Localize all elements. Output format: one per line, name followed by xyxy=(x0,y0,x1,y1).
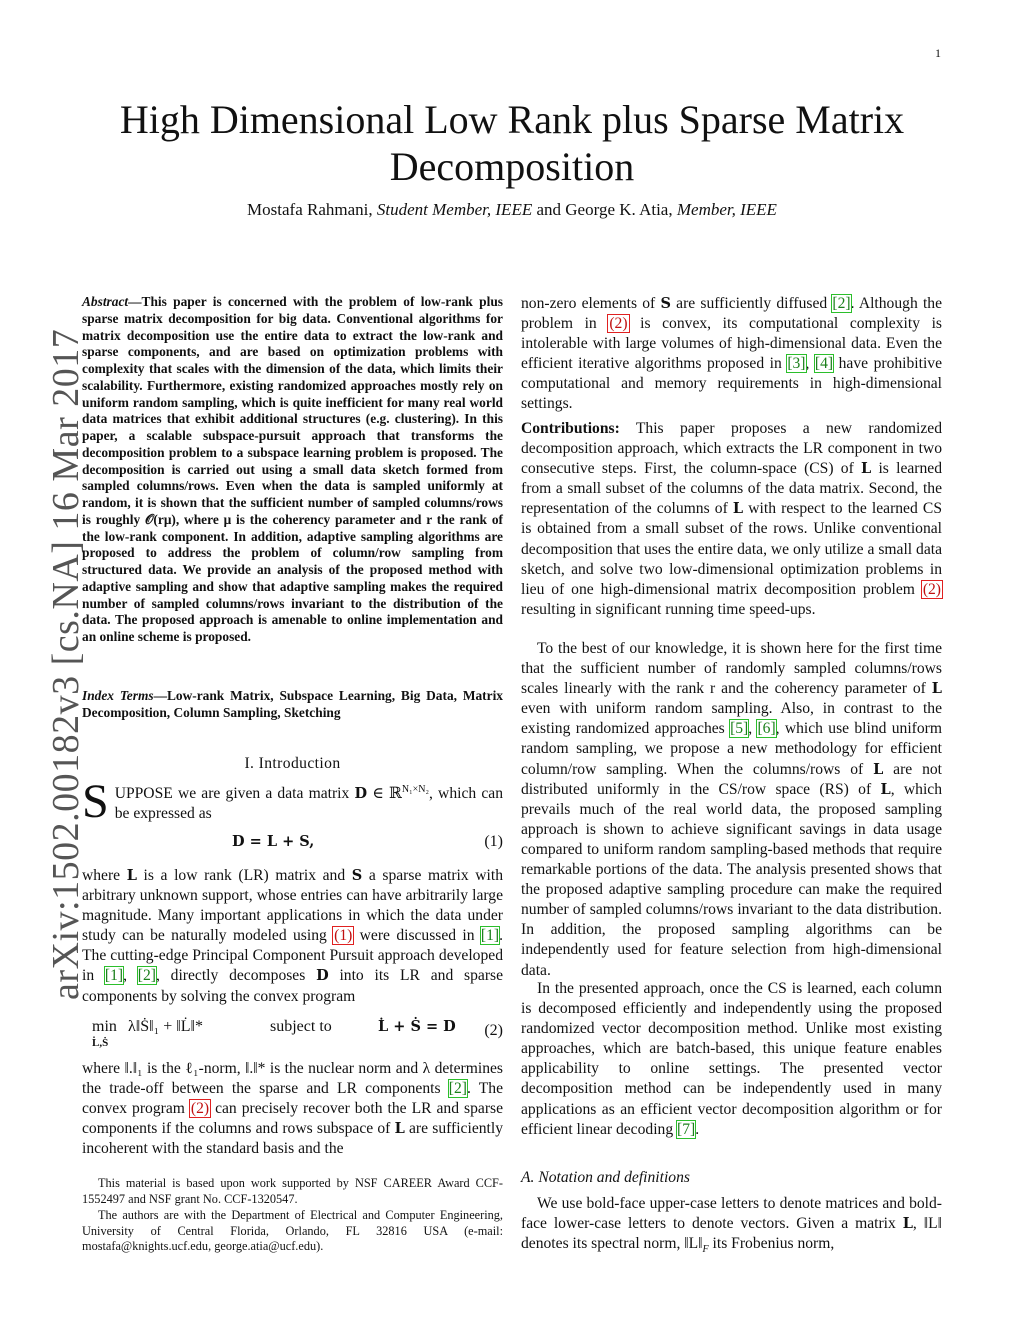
citation-5[interactable]: [5] xyxy=(730,720,749,738)
author-2: George K. Atia, xyxy=(565,200,673,219)
math-symbol: L xyxy=(902,1215,913,1233)
arxiv-identifier: arXiv:1502.00182v3 [cs.NA] 16 Mar 2017 xyxy=(45,328,87,1000)
right-paragraph-3 xyxy=(521,639,942,981)
intro-paragraph-3 xyxy=(82,1059,503,1159)
notation-paragraph xyxy=(521,1194,942,1260)
text-run: into its LR and sparse components by solving the convex program xyxy=(82,967,503,1005)
equation-2-min: min xyxy=(92,1018,117,1035)
text-run: . Although the problem in xyxy=(521,295,942,333)
right-paragraph-4 xyxy=(521,979,942,1140)
text-run: can precisely recover both the LR and sparse components if the columns and rows subspace of xyxy=(82,1100,504,1138)
text-run: , which prevails much of the real world data, the proposed sampling approach is shown to achieve significant savings in data usage compared to uniform random sampling-based methods that require remarkable portions of the data. The analysis presented shows that the proposed adaptive sampling procedure can make the required number of sampled columns/rows invariant to the data distribution. In addition, the proposed sampling algorithms can be independently used for feature selection from high-dimensional data. xyxy=(521,780,943,979)
equation-ref-2[interactable]: (2) xyxy=(609,315,628,333)
equation-2-subject-to: subject to xyxy=(270,1018,332,1035)
author-1-role: Student Member, IEEE xyxy=(376,200,533,219)
text-run: where xyxy=(82,867,127,884)
math-symbol: ∈ ℝ xyxy=(372,785,402,803)
text-run: is convex, its computational complexity is intolerable with large volumes of high-dimensional data. Even the efficient iterative algorithms proposed in xyxy=(521,315,942,373)
author-1: Mostafa Rahmani, xyxy=(247,200,373,219)
text-run: , which use blind uniform random sampling, we propose a new methodology for efficient column/row sampling. When the columns/rows of xyxy=(521,720,942,778)
intro-paragraph-2 xyxy=(82,866,503,1007)
equation-2 xyxy=(82,1017,503,1049)
drop-cap: S xyxy=(82,775,109,828)
text-run: To the best of our knowledge, it is shown here for the first time that the sufficient number of randomly sampled columns/rows scales linearly with the rank r and the coherency parameter of xyxy=(521,640,942,698)
text-run: a sparse matrix with arbitrary unknown support, whose entries can have arbitrarily large magnitude. Many important applications in which the data under study can be naturally modeled using xyxy=(82,867,504,945)
math-symbol: L xyxy=(394,1120,405,1138)
equation-2-objective: λ‖Ṡ‖₁ + ‖L̇‖* xyxy=(128,1018,203,1035)
math-superscript: N₁×N₂ xyxy=(401,784,429,795)
text-run: its Frobenius norm, xyxy=(708,1235,835,1253)
text-run: is learned from a small subset of the columns of the data matrix. Second, the representation of the columns of xyxy=(521,460,942,518)
abstract-label: Abstract xyxy=(82,294,129,309)
footnote-affiliation: The authors are with the Department of Electrical and Computer Engineering, University of Central Florida, Orlando, FL 32816 USA (e-mail: mostafa@knights.ucf.edu, george.atia@ucf.edu). xyxy=(82,1208,503,1254)
citation-2[interactable]: [2] xyxy=(448,1080,467,1098)
right-paragraph-1 xyxy=(521,294,942,415)
contributions-paragraph xyxy=(521,419,942,620)
text-run: , ‖L‖ denotes its spectral norm, ‖L‖ xyxy=(521,1215,942,1253)
text-run: with respect to the learned CS is obtained from a small subset of the rows. Unlike conventional decomposition that uses the entire data, we only utilize a small data sketch, and solve two low-dimensional optimization problems in lieu of one high-dimensional matrix decomposition problem xyxy=(521,500,942,598)
text-run: is a low rank (LR) matrix and xyxy=(136,867,352,884)
section-heading-introduction: I. Introduction xyxy=(244,755,341,772)
author-2-role: Member, IEEE xyxy=(676,200,777,219)
author-line xyxy=(82,200,942,220)
text-run: UPPOSE we are given a data matrix xyxy=(114,785,355,803)
math-symbol: D xyxy=(354,785,368,803)
citation-4[interactable]: [4] xyxy=(814,355,834,373)
math-symbol: L xyxy=(880,780,891,798)
equation-ref-2[interactable]: (2) xyxy=(922,580,941,598)
text-run: , xyxy=(123,967,138,985)
title-line-1: High Dimensional Low Rank plus Sparse Matrix xyxy=(119,97,905,142)
text-run: have prohibitive computational and memory requirements in high-dimensional settings. xyxy=(521,355,943,413)
abstract-text: —This paper is concerned with the problem of low-rank plus sparse matrix decomposition for big data. Conventional algorithms for matrix decomposition use the entire data to extract the low-rank and sparse components, and are based on optimization problems with complexity that scales with the dimension of the data, which limits their scalability. Furthermore, existing randomized approaches mostly rely on uniform random sampling, which is quite inefficient for many real world data matrices that exhibit additional structures (e.g. clustering). In this paper, a scalable subspace-pursuit approach that transforms the decomposition problem to a subspace learning problem is proposed. The decomposition is carried out using a small data sketch formed from sampled columns/rows. Even when the data is sampled uniformly at random, it is shown that the sufficient number of sampled columns/rows is roughly 𝒪(rμ), where μ is the coherency parameter and r the rank of the low-rank component. In addition, adaptive sampling algorithms are proposed to address the problem of column/row sampling from structured data. We provide an analysis of the proposed method with adaptive sampling and show that adaptive sampling makes the required number of sampled columns/rows invariant to the distribution of the data. The proposed approach is amenable to online implementation and an online scheme is proposed. xyxy=(82,294,503,644)
arxiv-sidebar xyxy=(0,0,87,1325)
page-number: 1 xyxy=(935,46,941,60)
equation-2-constraint: L̇ + Ṡ = D xyxy=(378,1018,456,1035)
citation-1[interactable]: [1] xyxy=(104,967,124,985)
text-run: This paper proposes a new randomized decomposition approach, which extracts the LR component in two consecutive steps. First, the column-space (CS) of xyxy=(521,420,942,478)
citation-2[interactable]: [2] xyxy=(832,295,851,312)
text-run: were discussed in xyxy=(353,927,481,945)
math-symbol: L xyxy=(126,867,137,884)
contributions-label: Contributions: xyxy=(521,420,620,437)
citation-6[interactable]: [6] xyxy=(757,720,776,738)
text-run: . The convex program xyxy=(82,1080,504,1118)
index-terms-text: —Low-rank Matrix, Subspace Learning, Big Data, Matrix Decomposition, Column Sampling, Sketching xyxy=(82,688,503,720)
text-run: where ‖.‖₁ is the ℓ₁-norm, ‖.‖* is the nuclear norm and λ determines the trade-off between the sparse and LR components xyxy=(82,1060,503,1098)
citation-3[interactable]: [3] xyxy=(787,355,806,373)
text-run: , directly decomposes xyxy=(155,967,317,985)
citation-2[interactable]: [2] xyxy=(137,967,156,985)
equation-ref-1[interactable]: (1) xyxy=(334,927,353,945)
text-run: are sufficiently incoherent with the standard basis and the xyxy=(82,1120,503,1158)
math-symbol: D xyxy=(316,967,329,985)
math-symbol: L xyxy=(873,760,884,778)
math-symbol: L xyxy=(732,500,744,518)
math-symbol: L xyxy=(861,460,872,478)
abstract xyxy=(82,294,503,646)
author-and: and xyxy=(536,200,562,219)
text-run: resulting in significant running time speed-ups. xyxy=(521,600,816,618)
math-subscript: F xyxy=(702,1244,709,1256)
text-run: In the presented approach, once the CS is learned, each column is decomposed efficiently and independently using the proposed randomized vector decomposition method. Unlike most existing approaches, which are batch-based, this unique feature enables applicability to online settings. The presented vector decomposition method can be independently used in many applications as an efficient vector decomposition algorithm or for efficient linear decoding xyxy=(521,980,942,1138)
citation-1[interactable]: [1] xyxy=(480,927,500,945)
text-run: We use bold-face upper-case letters to denote matrices and bold-face lower-case letters to denote vectors. Given a matrix xyxy=(521,1195,942,1233)
text-run: , xyxy=(748,720,758,738)
equation-ref-2[interactable]: (2) xyxy=(190,1100,210,1118)
text-run: . xyxy=(695,1120,700,1138)
equation-2-subscript: L̇,Ṡ xyxy=(92,1037,109,1049)
index-terms xyxy=(82,688,503,722)
intro-paragraph-1 xyxy=(82,775,503,828)
equation-1-number: (1) xyxy=(484,833,503,850)
text-run: are not distributed uniformly in the CS/row space (RS) of xyxy=(521,760,943,798)
footnote-funding: This material is based upon work supported by NSF CAREER Award CCF-1552497 and NSF grant No. CCF-1320547. xyxy=(82,1176,503,1206)
equation-2-number: (2) xyxy=(484,1022,503,1039)
text-run: , which can be expressed as xyxy=(114,785,503,823)
paper-title xyxy=(82,96,942,190)
title-line-2: Decomposition xyxy=(389,144,635,189)
equation-1-body: D = L + S, xyxy=(232,833,315,850)
text-run: , xyxy=(805,355,815,373)
math-symbol: L xyxy=(931,680,942,698)
math-symbol: S xyxy=(660,295,671,312)
text-run: are sufficiently diffused xyxy=(670,295,833,312)
text-run: non-zero elements of xyxy=(521,295,661,312)
index-terms-label: Index Terms xyxy=(82,688,154,703)
subsection-heading-notation: A. Notation and definitions xyxy=(521,1169,690,1186)
text-run: even with uniform random sampling. Also, in contrast to the existing randomized approaches xyxy=(521,700,942,738)
math-symbol: S xyxy=(351,867,363,884)
citation-7[interactable]: [7] xyxy=(677,1120,696,1138)
text-run: . The cutting-edge Principal Component Pursuit approach developed in xyxy=(82,927,504,985)
